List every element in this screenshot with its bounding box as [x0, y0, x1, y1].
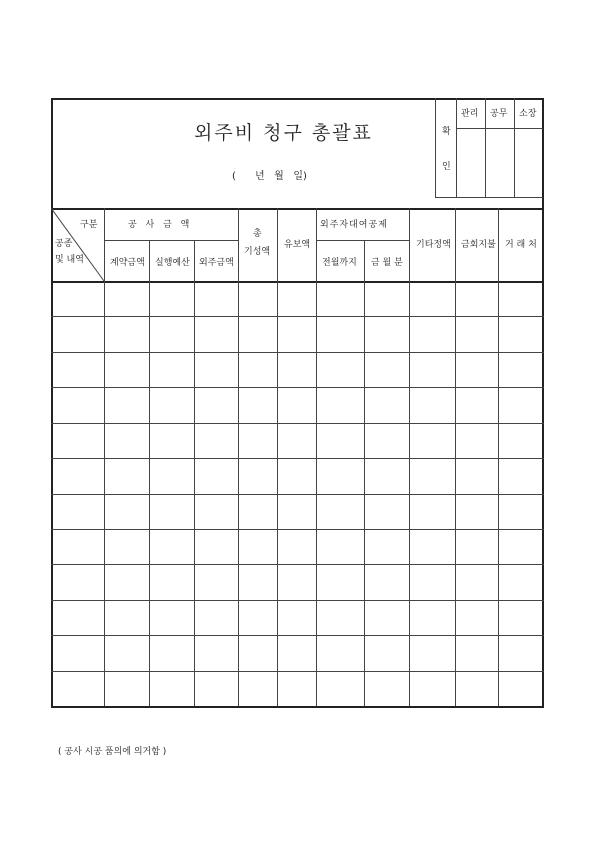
table-cell[interactable]	[151, 531, 193, 563]
table-cell[interactable]	[457, 496, 497, 528]
col-line-1	[104, 208, 105, 706]
table-cell[interactable]	[411, 496, 454, 528]
table-cell[interactable]	[106, 283, 148, 315]
table-cell[interactable]	[279, 673, 315, 705]
col-line-4	[238, 208, 239, 706]
table-cell[interactable]	[240, 566, 276, 598]
deduction-label: 외주자대여공제	[320, 220, 388, 230]
table-cell[interactable]	[411, 425, 454, 457]
table-cell[interactable]	[457, 283, 497, 315]
table-cell[interactable]	[53, 496, 103, 528]
table-cell[interactable]	[500, 389, 541, 421]
table-cell[interactable]	[318, 673, 363, 705]
category-left-label-2: 및 내역	[55, 255, 84, 265]
confirm-header-divider	[456, 128, 543, 129]
table-cell[interactable]	[318, 566, 363, 598]
table-cell[interactable]	[106, 389, 148, 421]
confirm-column-chief: 소장	[519, 109, 537, 119]
construction-sub-divider	[104, 240, 238, 241]
table-cell[interactable]	[53, 637, 103, 669]
table-cell[interactable]	[53, 566, 103, 598]
table-cell[interactable]	[279, 354, 315, 386]
table-cell[interactable]	[196, 460, 237, 492]
table-cell[interactable]	[318, 637, 363, 669]
table-cell[interactable]	[457, 673, 497, 705]
confirm-block-left-border	[435, 98, 436, 197]
table-cell[interactable]	[196, 531, 237, 563]
table-cell[interactable]	[411, 460, 454, 492]
table-top-border	[51, 208, 544, 210]
table-cell[interactable]	[500, 531, 541, 563]
col-line-5	[277, 208, 278, 706]
payment-label: 금회지불	[461, 240, 496, 250]
contract-amount-label: 계약금액	[110, 258, 145, 268]
table-row-divider	[51, 494, 544, 495]
document-title: 외주비 청구 총괄표	[194, 122, 373, 144]
frame-bottom-border	[51, 706, 544, 708]
table-row-divider	[51, 387, 544, 388]
table-cell[interactable]	[151, 425, 193, 457]
table-cell[interactable]	[279, 637, 315, 669]
table-cell[interactable]	[240, 283, 276, 315]
table-cell[interactable]	[279, 602, 315, 634]
table-cell[interactable]	[151, 566, 193, 598]
table-cell[interactable]	[366, 602, 408, 634]
date-line: ( 년 월 일)	[232, 171, 307, 182]
table-cell[interactable]	[457, 460, 497, 492]
table-cell[interactable]	[53, 354, 103, 386]
table-cell[interactable]	[318, 460, 363, 492]
table-cell[interactable]	[500, 496, 541, 528]
table-cell[interactable]	[457, 637, 497, 669]
confirm-column-divider-1	[456, 98, 457, 197]
frame-right-border	[542, 98, 544, 706]
previous-month-label: 전월까지	[322, 258, 357, 268]
table-cell[interactable]	[53, 460, 103, 492]
table-cell[interactable]	[318, 389, 363, 421]
table-cell[interactable]	[500, 602, 541, 634]
this-month-label: 금 월 분	[371, 258, 403, 268]
table-cell[interactable]	[196, 389, 237, 421]
table-cell[interactable]	[411, 531, 454, 563]
table-cell[interactable]	[500, 318, 541, 350]
confirm-column-works: 공무	[490, 109, 508, 119]
table-cell[interactable]	[457, 602, 497, 634]
table-cell[interactable]	[53, 673, 103, 705]
table-cell[interactable]	[366, 460, 408, 492]
table-cell[interactable]	[106, 637, 148, 669]
table-cell[interactable]	[240, 354, 276, 386]
table-cell[interactable]	[366, 425, 408, 457]
col-line-9	[455, 208, 456, 706]
table-cell[interactable]	[279, 566, 315, 598]
table-cell[interactable]	[196, 354, 237, 386]
table-cell[interactable]	[240, 637, 276, 669]
col-line-8	[409, 208, 410, 706]
table-cell[interactable]	[106, 354, 148, 386]
table-cell[interactable]	[240, 496, 276, 528]
vendor-label: 거 래 처	[505, 240, 537, 250]
table-cell[interactable]	[318, 496, 363, 528]
table-cell[interactable]	[318, 318, 363, 350]
table-cell[interactable]	[318, 531, 363, 563]
table-row-divider	[51, 600, 544, 601]
table-cell[interactable]	[457, 354, 497, 386]
reserved-amount-label: 유보액	[284, 240, 311, 250]
table-cell[interactable]	[500, 637, 541, 669]
table-cell[interactable]	[366, 283, 408, 315]
confirm-label-bottom: 인	[442, 162, 451, 172]
table-cell[interactable]	[457, 389, 497, 421]
table-cell[interactable]	[151, 354, 193, 386]
confirm-column-divider-2	[485, 98, 486, 197]
table-row-divider	[51, 564, 544, 565]
outsourcing-amount-label: 외주금액	[199, 258, 234, 268]
construction-amount-label: 공 사 금 액	[128, 220, 193, 230]
table-cell[interactable]	[151, 602, 193, 634]
table-cell[interactable]	[106, 318, 148, 350]
table-cell[interactable]	[240, 389, 276, 421]
table-cell[interactable]	[151, 318, 193, 350]
table-cell[interactable]	[240, 318, 276, 350]
table-cell[interactable]	[151, 460, 193, 492]
table-cell[interactable]	[196, 496, 237, 528]
table-cell[interactable]	[457, 531, 497, 563]
other-deduction-label: 기타정액	[416, 240, 451, 250]
table-cell[interactable]	[53, 602, 103, 634]
confirm-column-manage: 관리	[461, 109, 479, 119]
table-cell[interactable]	[457, 425, 497, 457]
table-cell[interactable]	[240, 673, 276, 705]
table-cell[interactable]	[106, 531, 148, 563]
table-cell[interactable]	[318, 354, 363, 386]
table-cell[interactable]	[318, 425, 363, 457]
table-cell[interactable]	[279, 531, 315, 563]
table-cell[interactable]	[151, 389, 193, 421]
table-cell[interactable]	[240, 460, 276, 492]
table-cell[interactable]	[279, 318, 315, 350]
table-cell[interactable]	[151, 283, 193, 315]
table-cell[interactable]	[106, 566, 148, 598]
table-row-divider	[51, 671, 544, 672]
table-cell[interactable]	[106, 673, 148, 705]
table-cell[interactable]	[279, 389, 315, 421]
table-cell[interactable]	[500, 283, 541, 315]
footnote: ( 공사 시공 품의에 의거함 )	[58, 747, 167, 757]
table-cell[interactable]	[457, 566, 497, 598]
table-cell[interactable]	[196, 283, 237, 315]
table-cell[interactable]	[279, 460, 315, 492]
table-row-divider	[51, 352, 544, 353]
confirm-block-bottom	[435, 197, 543, 198]
table-cell[interactable]	[411, 283, 454, 315]
table-cell[interactable]	[279, 496, 315, 528]
table-cell[interactable]	[500, 354, 541, 386]
table-cell[interactable]	[366, 531, 408, 563]
table-cell[interactable]	[500, 673, 541, 705]
execution-budget-label: 실행예산	[155, 258, 190, 268]
col-line-7	[364, 240, 365, 706]
table-cell[interactable]	[106, 460, 148, 492]
table-cell[interactable]	[53, 531, 103, 563]
category-left-label-1: 공종	[55, 239, 73, 249]
col-line-3	[194, 240, 195, 706]
frame-top-border	[51, 98, 544, 100]
table-cell[interactable]	[240, 602, 276, 634]
confirm-column-divider-3	[514, 98, 515, 197]
col-line-10	[498, 208, 499, 706]
table-cell[interactable]	[411, 602, 454, 634]
table-cell[interactable]	[53, 389, 103, 421]
table-cell[interactable]	[366, 637, 408, 669]
table-cell[interactable]	[240, 425, 276, 457]
table-cell[interactable]	[196, 637, 237, 669]
table-cell[interactable]	[500, 460, 541, 492]
confirm-label-top: 확	[442, 127, 451, 137]
table-cell[interactable]	[366, 673, 408, 705]
table-cell[interactable]	[366, 566, 408, 598]
table-cell[interactable]	[279, 425, 315, 457]
table-cell[interactable]	[457, 318, 497, 350]
table-cell[interactable]	[411, 673, 454, 705]
table-cell[interactable]	[196, 673, 237, 705]
table-cell[interactable]	[411, 566, 454, 598]
total-bottom-label: 기성액	[244, 247, 271, 257]
table-cell[interactable]	[366, 389, 408, 421]
table-cell[interactable]	[151, 496, 193, 528]
table-cell[interactable]	[151, 637, 193, 669]
table-row-divider	[51, 458, 544, 459]
table-cell[interactable]	[411, 318, 454, 350]
table-cell[interactable]	[500, 566, 541, 598]
table-cell[interactable]	[411, 637, 454, 669]
table-cell[interactable]	[196, 425, 237, 457]
table-cell[interactable]	[53, 318, 103, 350]
col-line-6	[316, 208, 317, 706]
table-cell[interactable]	[151, 673, 193, 705]
table-cell[interactable]	[240, 531, 276, 563]
table-cell[interactable]	[318, 283, 363, 315]
table-cell[interactable]	[106, 496, 148, 528]
table-cell[interactable]	[279, 283, 315, 315]
table-row-divider	[51, 635, 544, 636]
table-cell[interactable]	[53, 425, 103, 457]
col-line-2	[149, 240, 150, 706]
table-row-divider	[51, 423, 544, 424]
table-cell[interactable]	[106, 602, 148, 634]
table-cell[interactable]	[411, 389, 454, 421]
table-cell[interactable]	[106, 425, 148, 457]
table-cell[interactable]	[196, 602, 237, 634]
table-cell[interactable]	[366, 496, 408, 528]
table-cell[interactable]	[366, 318, 408, 350]
table-cell[interactable]	[196, 566, 237, 598]
total-top-label: 총	[253, 229, 262, 239]
deduction-sub-divider	[316, 240, 409, 241]
table-row-divider	[51, 529, 544, 530]
table-cell[interactable]	[500, 425, 541, 457]
table-cell[interactable]	[411, 354, 454, 386]
table-cell[interactable]	[196, 318, 237, 350]
table-row-divider	[51, 316, 544, 317]
table-cell[interactable]	[318, 602, 363, 634]
table-cell[interactable]	[366, 354, 408, 386]
table-cell[interactable]	[53, 283, 103, 315]
category-top-label: 구분	[80, 220, 98, 230]
